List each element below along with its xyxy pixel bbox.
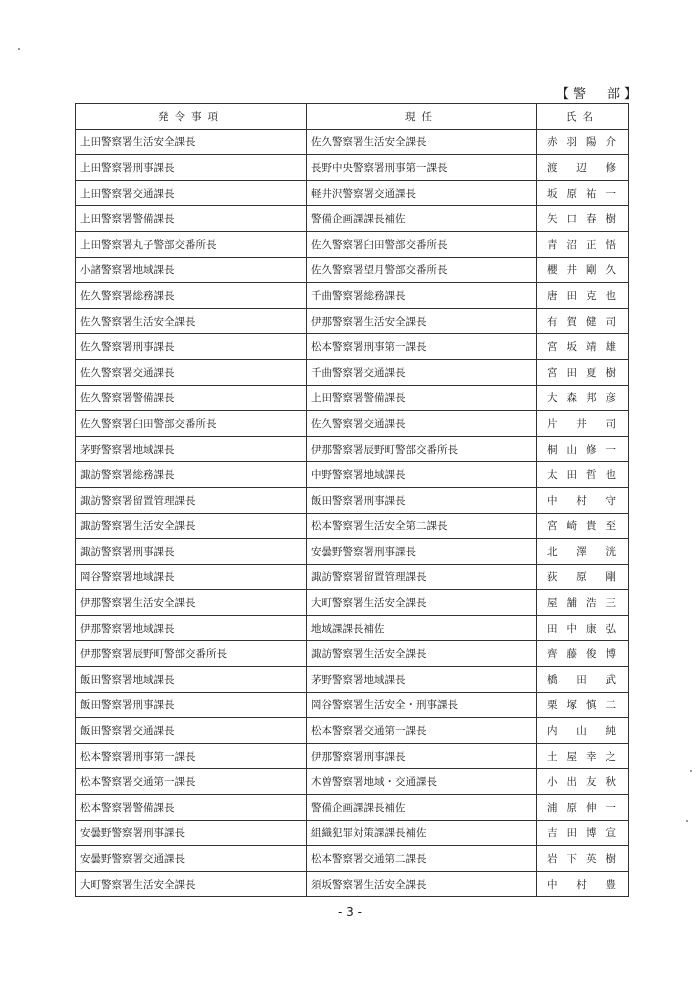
table-row	[76, 590, 629, 616]
table-row	[76, 385, 629, 411]
cell-order: 佐久警察署警備課長	[76, 385, 307, 411]
cell-current: 警備企画課課長補佐	[307, 795, 537, 821]
table-row	[76, 180, 629, 206]
cell-name: 齊藤俊博	[537, 641, 629, 667]
cell-name: 有賀健司	[537, 308, 629, 334]
cell-current: 松本警察署交通第二課長	[307, 846, 537, 872]
cell-order: 飯田警察署刑事課長	[76, 692, 307, 718]
cell-name: 片井司	[537, 411, 629, 437]
cell-current: 諏訪警察署留置管理課長	[307, 564, 537, 590]
cell-name: 渡辺修	[537, 155, 629, 181]
cell-current: 岡谷警察署生活安全・刑事課長	[307, 692, 537, 718]
cell-current: 長野中央警察署刑事第一課長	[307, 155, 537, 181]
cell-order: 上田警察署交通課長	[76, 180, 307, 206]
cell-name: 大森邦彦	[537, 385, 629, 411]
table-row	[76, 206, 629, 232]
cell-order: 小諸警察署地域課長	[76, 257, 307, 283]
cell-current: 中野警察署地域課長	[307, 462, 537, 488]
cell-order: 上田警察署生活安全課長	[76, 129, 307, 155]
cell-current: 大町警察署生活安全課長	[307, 590, 537, 616]
cell-name: 太田哲也	[537, 462, 629, 488]
table-row	[76, 692, 629, 718]
cell-order: 松本警察署刑事第一課長	[76, 743, 307, 769]
cell-name: 小出友秋	[537, 769, 629, 795]
cell-name: 浦原伸一	[537, 795, 629, 821]
table-row	[76, 820, 629, 846]
header-name: 氏名	[537, 104, 629, 130]
cell-name: 唐田克也	[537, 283, 629, 309]
cell-order: 伊那警察署地域課長	[76, 615, 307, 641]
cell-name: 宮崎貴至	[537, 513, 629, 539]
table-header-row	[76, 104, 629, 130]
cell-order: 佐久警察署生活安全課長	[76, 308, 307, 334]
cell-order: 飯田警察署交通課長	[76, 718, 307, 744]
cell-name: 矢口春樹	[537, 206, 629, 232]
cell-order: 伊那警察署生活安全課長	[76, 590, 307, 616]
cell-current: 組織犯罪対策課課長補佐	[307, 820, 537, 846]
cell-order: 諏訪警察署総務課長	[76, 462, 307, 488]
cell-current: 木曽警察署地域・交通課長	[307, 769, 537, 795]
cell-order: 飯田警察署地域課長	[76, 667, 307, 693]
cell-current: 千曲警察署総務課長	[307, 283, 537, 309]
cell-name: 橋田武	[537, 667, 629, 693]
cell-current: 上田警察署警備課長	[307, 385, 537, 411]
table-row	[76, 231, 629, 257]
cell-name: 内山純	[537, 718, 629, 744]
table-row	[76, 283, 629, 309]
cell-order: 岡谷警察署地域課長	[76, 564, 307, 590]
scan-speck	[686, 820, 688, 822]
cell-order: 上田警察署丸子警部交番所長	[76, 231, 307, 257]
table-row	[76, 795, 629, 821]
table-row	[76, 257, 629, 283]
cell-current: 茅野警察署地域課長	[307, 667, 537, 693]
table-row	[76, 641, 629, 667]
scan-speck	[18, 48, 20, 50]
cell-current: 安曇野警察署刑事課長	[307, 539, 537, 565]
cell-current: 軽井沢警察署交通課長	[307, 180, 537, 206]
cell-order: 安曇野警察署刑事課長	[76, 820, 307, 846]
cell-current: 諏訪警察署生活安全課長	[307, 641, 537, 667]
cell-current: 警備企画課課長補佐	[307, 206, 537, 232]
cell-order: 佐久警察署交通課長	[76, 359, 307, 385]
table-row	[76, 513, 629, 539]
table-row	[76, 743, 629, 769]
cell-name: 櫻井剛久	[537, 257, 629, 283]
table-row	[76, 359, 629, 385]
table-row	[76, 846, 629, 872]
cell-name: 荻原剛	[537, 564, 629, 590]
cell-current: 飯田警察署刑事課長	[307, 487, 537, 513]
cell-order: 安曇野警察署交通課長	[76, 846, 307, 872]
cell-current: 千曲警察署交通課長	[307, 359, 537, 385]
cell-order: 諏訪警察署生活安全課長	[76, 513, 307, 539]
table-row	[76, 436, 629, 462]
cell-name: 坂原祐一	[537, 180, 629, 206]
cell-order: 上田警察署刑事課長	[76, 155, 307, 181]
table-row	[76, 334, 629, 360]
table-row	[76, 487, 629, 513]
table-row	[76, 769, 629, 795]
cell-current: 松本警察署交通第一課長	[307, 718, 537, 744]
cell-current: 佐久警察署望月警部交番所長	[307, 257, 537, 283]
table-row	[76, 308, 629, 334]
cell-name: 宮坂靖雄	[537, 334, 629, 360]
cell-name: 中村豊	[537, 871, 629, 897]
cell-name: 吉田博宣	[537, 820, 629, 846]
table-row	[76, 539, 629, 565]
cell-current: 伊那警察署辰野町警部交番所長	[307, 436, 537, 462]
cell-current: 伊那警察署生活安全課長	[307, 308, 537, 334]
cell-current: 佐久警察署交通課長	[307, 411, 537, 437]
page-number: - 3 -	[338, 905, 362, 919]
table-body	[76, 129, 629, 897]
cell-order: 松本警察署警備課長	[76, 795, 307, 821]
cell-order: 佐久警察署総務課長	[76, 283, 307, 309]
cell-name: 桐山修一	[537, 436, 629, 462]
scan-speck	[690, 770, 692, 772]
table-row	[76, 871, 629, 897]
cell-order: 上田警察署警備課長	[76, 206, 307, 232]
cell-name: 栗塚慎二	[537, 692, 629, 718]
personnel-table	[75, 103, 629, 897]
cell-name: 岩下英樹	[537, 846, 629, 872]
cell-current: 松本警察署刑事第一課長	[307, 334, 537, 360]
cell-order: 伊那警察署辰野町警部交番所長	[76, 641, 307, 667]
cell-name: 屋舗浩三	[537, 590, 629, 616]
section-label: 【警 部】	[556, 87, 642, 102]
table-row	[76, 718, 629, 744]
cell-name: 田中康弘	[537, 615, 629, 641]
cell-name: 土屋幸之	[537, 743, 629, 769]
cell-name: 中村守	[537, 487, 629, 513]
table-row	[76, 615, 629, 641]
cell-order: 大町警察署生活安全課長	[76, 871, 307, 897]
cell-order: 佐久警察署臼田警部交番所長	[76, 411, 307, 437]
cell-current: 佐久警察署臼田警部交番所長	[307, 231, 537, 257]
table-row	[76, 462, 629, 488]
table-row	[76, 667, 629, 693]
header-order: 発令事項	[76, 104, 307, 130]
cell-order: 佐久警察署刑事課長	[76, 334, 307, 360]
cell-current: 佐久警察署生活安全課長	[307, 129, 537, 155]
cell-current: 地域課課長補佐	[307, 615, 537, 641]
cell-name: 北澤洸	[537, 539, 629, 565]
cell-name: 赤羽陽介	[537, 129, 629, 155]
cell-current: 松本警察署生活安全第二課長	[307, 513, 537, 539]
cell-order: 松本警察署交通第一課長	[76, 769, 307, 795]
table-row	[76, 129, 629, 155]
cell-name: 青沼正悟	[537, 231, 629, 257]
cell-current: 須坂警察署生活安全課長	[307, 871, 537, 897]
table-row	[76, 411, 629, 437]
table-row	[76, 155, 629, 181]
cell-order: 諏訪警察署刑事課長	[76, 539, 307, 565]
cell-order: 諏訪警察署留置管理課長	[76, 487, 307, 513]
cell-order: 茅野警察署地域課長	[76, 436, 307, 462]
cell-name: 宮田夏樹	[537, 359, 629, 385]
cell-current: 伊那警察署刑事課長	[307, 743, 537, 769]
header-current: 現任	[307, 104, 537, 130]
table-row	[76, 564, 629, 590]
